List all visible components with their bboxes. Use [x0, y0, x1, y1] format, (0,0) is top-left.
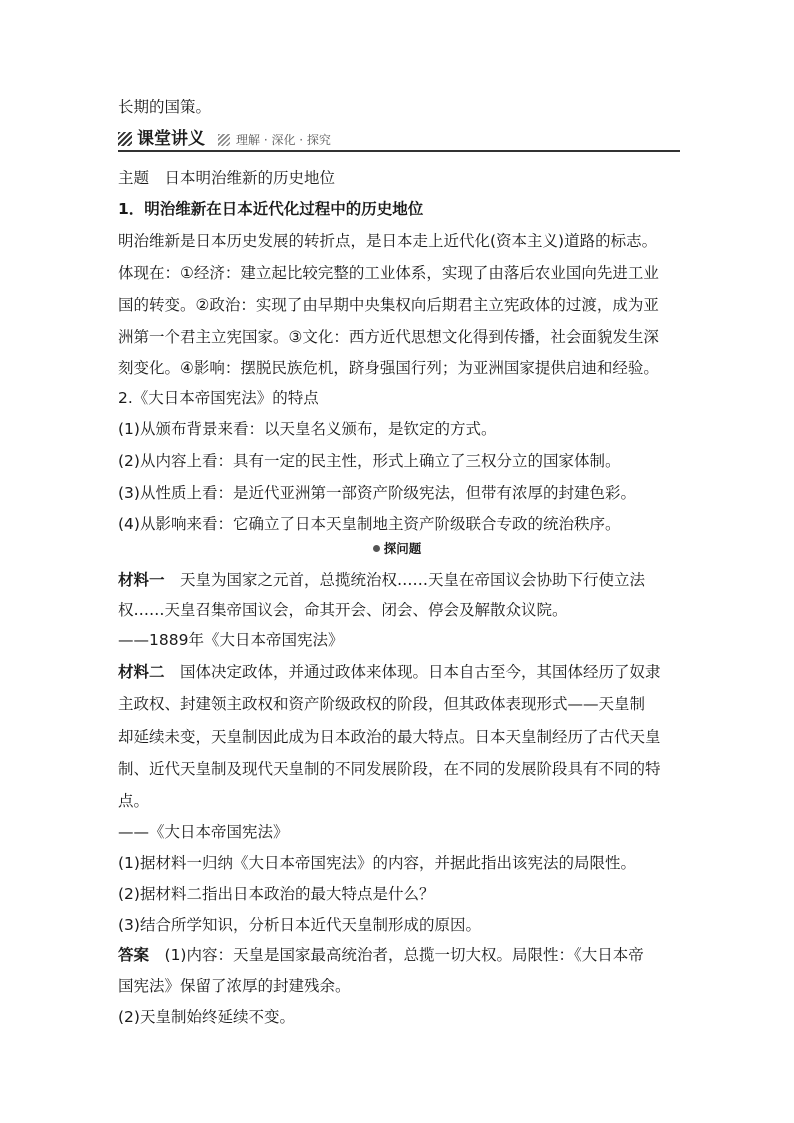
- question: (1)据材料一归纳《大日本帝国宪法》的内容，并据此指出该宪法的局限性。: [118, 854, 636, 872]
- point2-heading: 2.《大日本帝国宪法》的特点: [118, 389, 319, 407]
- point2-item: (1)从颁布背景来看：以天皇名义颁布，是钦定的方式。: [118, 420, 497, 438]
- material1-source: ——1889年《大日本帝国宪法》: [118, 631, 344, 649]
- material2-line: 制、近代天皇制及现代天皇制的不同发展阶段，在不同的发展阶段具有不同的特: [118, 760, 661, 778]
- point1-line: 刻变化。④影响：摆脱民族危机，跻身强国行列；为亚洲国家提供启迪和经验。: [118, 359, 659, 377]
- point2-item: (2)从内容上看：具有一定的民主性，形式上确立了三权分立的国家体制。: [118, 452, 621, 470]
- material1-line: [118, 569, 645, 591]
- section-header: [118, 128, 680, 152]
- point1-line: 体现在：①经济：建立起比较完整的工业体系，实现了由落后农业国向先进工业: [118, 264, 659, 282]
- ask-title-text: 探问题: [383, 541, 422, 556]
- point1-line: 洲第一个君主立宪国家。③文化：西方近代思想文化得到传播，社会面貌发生深: [118, 328, 659, 346]
- question: (2)据材料二指出日本政治的最大特点是什么？: [118, 885, 435, 903]
- material1-label: 材料一: [118, 570, 165, 589]
- material2-line: 却延续未变，天皇制因此成为日本政治的最大特点。日本天皇制经历了古代天皇: [118, 728, 661, 746]
- material1-line: 权……天皇召集帝国议会，命其开会、闭会、停会及解散众议院。: [118, 601, 568, 619]
- point1-heading: 1．明治维新在日本近代化过程中的历史地位: [118, 200, 424, 218]
- topic-heading: 主题 日本明治维新的历史地位: [118, 169, 336, 187]
- answer-text: (1)内容：天皇是国家最高统治者，总揽一切大权。局限性：《大日本帝: [149, 946, 644, 964]
- material1-text: 天皇为国家之元首，总揽统治权……天皇在帝国议会协助下行使立法: [164, 571, 646, 589]
- point1-line: 国的转变。②政治：实现了由早期中央集权向后期君主立宪政体的过渡，成为亚: [118, 296, 659, 314]
- point2-item: (3)从性质上看：是近代亚洲第一部资产阶级宪法，但带有浓厚的封建色彩。: [118, 484, 636, 502]
- stripes-icon: [118, 132, 132, 146]
- material2-line: [118, 661, 661, 683]
- answer-line: [118, 944, 644, 966]
- material2-line: 点。: [118, 792, 150, 810]
- question: (3)结合所学知识，分析日本近代天皇制形成的原因。: [118, 916, 481, 934]
- answer-line: (2)天皇制始终延续不变。: [118, 1008, 295, 1026]
- bullet-icon: [373, 545, 380, 552]
- stripes-small-icon: [218, 134, 230, 146]
- material2-source: ——《大日本帝国宪法》: [118, 823, 289, 841]
- material2-label: 材料二: [118, 662, 165, 681]
- section-subtitle: 理解 · 深化 · 探究: [236, 133, 331, 147]
- answer-line: 国宪法》保留了浓厚的封建残余。: [118, 977, 351, 995]
- answer-label: 答案: [118, 946, 150, 964]
- material2-text: 国体决定政体，并通过政体来体现。日本自古至今，其国体经历了奴隶: [164, 663, 661, 681]
- section-title: 课堂讲义: [137, 129, 205, 149]
- material2-line: 主政权、封建领主政权和资产阶级政权的阶段，但其政体表现形式——天皇制: [118, 695, 646, 713]
- ask-section-title: [0, 540, 794, 558]
- section-rule: [118, 150, 680, 152]
- intro-tail: 长期的国策。: [118, 98, 212, 116]
- point2-item: (4)从影响来看：它确立了日本天皇制地主资产阶级联合专政的统治秩序。: [118, 515, 621, 533]
- point1-line: 明治维新是日本历史发展的转折点，是日本走上近代化(资本主义)道路的标志。: [118, 232, 658, 250]
